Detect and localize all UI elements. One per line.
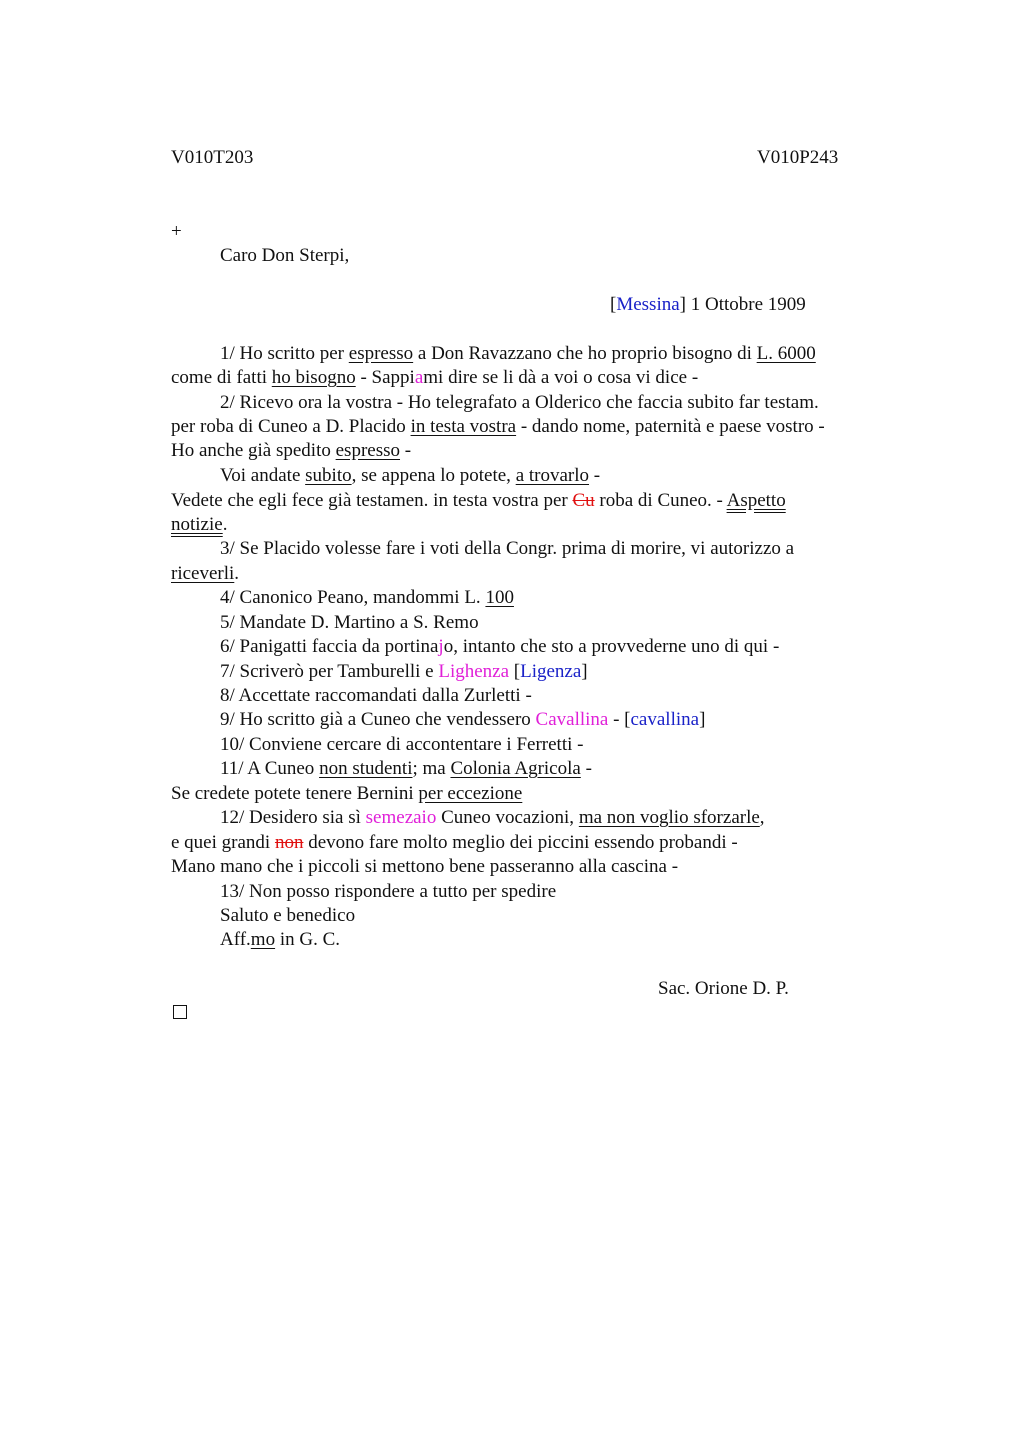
paragraph-2-line-2: per roba di Cuneo a D. Placido in testa vostra - dando nome, paternità e paese vostro - bbox=[171, 416, 825, 437]
paragraph-6: 6/ Panigatti faccia da portinajo, intanto che sto a provvederne uno di qui - bbox=[220, 636, 780, 657]
greeting: Caro Don Sterpi, bbox=[220, 245, 350, 266]
deleted-word: non bbox=[274, 832, 304, 853]
paragraph-5: 5/ Mandate D. Martino a S. Remo bbox=[220, 612, 479, 633]
paragraph-3-line-1: 3/ Se Placido volesse fare i voti della Congr. prima di morire, vi autorizzo a bbox=[220, 538, 795, 559]
paragraph-12-line-2: e quei grandi non devono fare molto meglio dei piccini essendo probandi - bbox=[171, 832, 738, 853]
paragraph-2-line-1: 2/ Ricevo ora la vostra - Ho telegrafato a Olderico che faccia subito far testam. bbox=[220, 392, 819, 413]
paragraph-1-line-1: 1/ Ho scritto per espresso a Don Ravazzano che ho proprio bisogno di L. 6000 bbox=[220, 343, 816, 364]
end-square-icon bbox=[173, 1005, 187, 1019]
paragraph-10: 10/ Conviene cercare di accontentare i Ferretti - bbox=[220, 734, 584, 755]
paragraph-2-line-4: Voi andate subito, se appena lo potete, a trovarlo - bbox=[220, 465, 601, 486]
document-code-left: V010T203 bbox=[171, 147, 254, 168]
paragraph-8: 8/ Accettate raccomandati dalla Zurletti - bbox=[220, 685, 532, 706]
paragraph-11-line-1: 11/ A Cuneo non studenti; ma Colonia Agricola - bbox=[220, 758, 592, 779]
paragraph-2-line-5: Vedete che egli fece già testamen. in testa vostra per Cu roba di Cuneo. - Aspetto bbox=[171, 490, 786, 511]
closing-salutation: Saluto e benedico bbox=[220, 905, 356, 926]
dateline: [Messina] 1 Ottobre 1909 bbox=[610, 294, 806, 315]
closing-affectionate: Aff.mo in G. C. bbox=[220, 929, 341, 950]
cross-mark: + bbox=[171, 221, 182, 242]
paragraph-1-line-2: come di fatti ho bisogno - Sappiami dire se li dà a voi o cosa vi dice - bbox=[171, 367, 699, 388]
paragraph-11-line-2: Se credete potete tenere Bernini per eccezione bbox=[171, 783, 523, 804]
paragraph-9: 9/ Ho scritto già a Cuneo che vendessero Cavallina - [cavallina] bbox=[220, 709, 706, 730]
paragraph-7: 7/ Scriverò per Tamburelli e Lighenza [Ligenza] bbox=[220, 661, 588, 682]
deleted-word: Cu bbox=[572, 490, 595, 511]
paragraph-12-line-3: Mano mano che i piccoli si mettono bene passeranno alla cascina - bbox=[171, 856, 679, 877]
paragraph-2-line-3: Ho anche già spedito espresso - bbox=[171, 440, 412, 461]
signature: Sac. Orione D. P. bbox=[658, 978, 789, 999]
paragraph-4: 4/ Canonico Peano, mandommi L. 100 bbox=[220, 587, 514, 608]
date: 1 Ottobre 1909 bbox=[690, 294, 806, 315]
document-code-right: V010P243 bbox=[757, 147, 839, 168]
paragraph-12-line-1: 12/ Desidero sia sì semezaio Cuneo vocazioni, ma non voglio sforzarle, bbox=[220, 807, 765, 828]
paragraph-13: 13/ Non posso rispondere a tutto per spedire bbox=[220, 881, 557, 902]
paragraph-3-line-2: riceverli. bbox=[171, 563, 240, 584]
place-name: Messina bbox=[616, 294, 680, 315]
paragraph-2-line-6: notizie. bbox=[171, 514, 228, 535]
